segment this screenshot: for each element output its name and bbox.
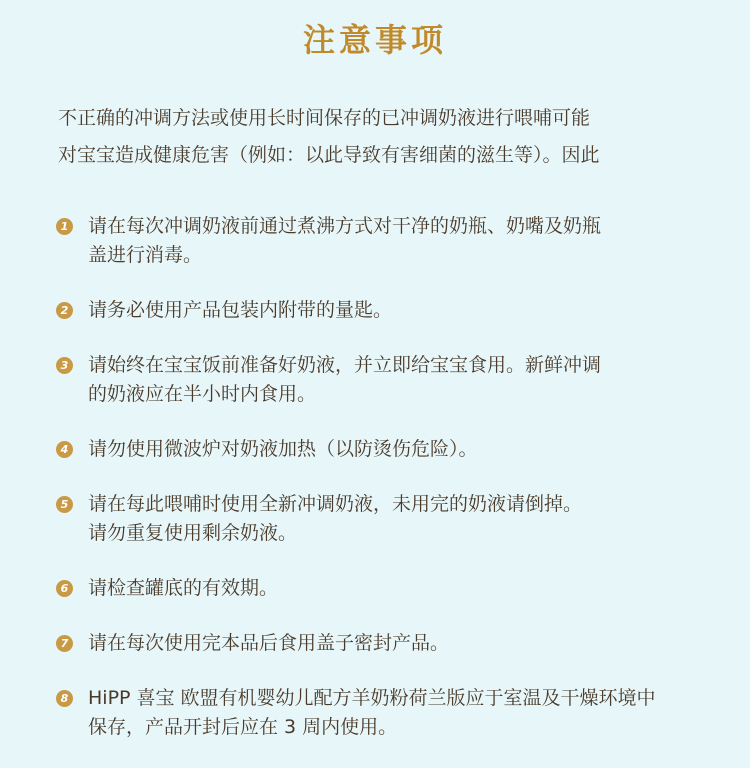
precaution-item-3	[56, 351, 736, 409]
number-badge-icon: 5	[56, 496, 73, 513]
precaution-item-2	[56, 296, 736, 325]
intro-paragraph	[58, 100, 718, 174]
precaution-text: 请勿重复使用剩余奶液。	[88, 522, 298, 544]
precaution-item-7	[56, 629, 736, 658]
precaution-item-4	[56, 435, 736, 464]
number-badge-icon: 2	[56, 302, 73, 319]
precaution-item-8	[56, 684, 736, 742]
precaution-text: 保存，产品开封后应在 3 周内使用。	[88, 716, 398, 738]
number-badge-icon: 8	[56, 690, 73, 707]
precaution-text: 请在每次冲调奶液前通过煮沸方式对干净的奶瓶、奶嘴及奶瓶	[88, 215, 602, 237]
precaution-text: 请在每此喂哺时使用全新冲调奶液，未用完的奶液请倒掉。	[88, 493, 583, 515]
precaution-item-6	[56, 574, 736, 603]
number-badge-icon: 4	[56, 441, 73, 458]
precautions-list	[56, 212, 736, 768]
intro-line: 对宝宝造成健康危害（例如：以此导致有害细菌的滋生等）。因此	[58, 144, 600, 166]
precaution-text: 请检查罐底的有效期。	[88, 577, 279, 599]
precaution-item-1	[56, 212, 736, 270]
precaution-text: HiPP 喜宝 欧盟有机婴幼儿配方羊奶粉荷兰版应于室温及干燥环境中	[88, 687, 656, 709]
intro-line: 不正确的冲调方法或使用长时间保存的已冲调奶液进行喂哺可能	[58, 107, 591, 129]
precaution-text: 盖进行消毒。	[88, 244, 203, 266]
precaution-text: 请务必使用产品包装内附带的量匙。	[88, 299, 393, 321]
number-badge-icon: 3	[56, 357, 73, 374]
precaution-text: 请勿使用微波炉对奶液加热（以防烫伤危险）。	[88, 438, 478, 460]
precaution-text: 请始终在宝宝饭前准备好奶液，并立即给宝宝食用。新鲜冲调	[88, 354, 602, 376]
number-badge-icon: 6	[56, 580, 73, 597]
precaution-text: 请在每次使用完本品后食用盖子密封产品。	[88, 632, 450, 654]
number-badge-icon: 1	[56, 218, 73, 235]
precaution-text: 的奶液应在半小时内食用。	[88, 383, 317, 405]
page-title: 注意事项	[302, 21, 447, 59]
precaution-item-5	[56, 490, 736, 548]
number-badge-icon: 7	[56, 635, 73, 652]
